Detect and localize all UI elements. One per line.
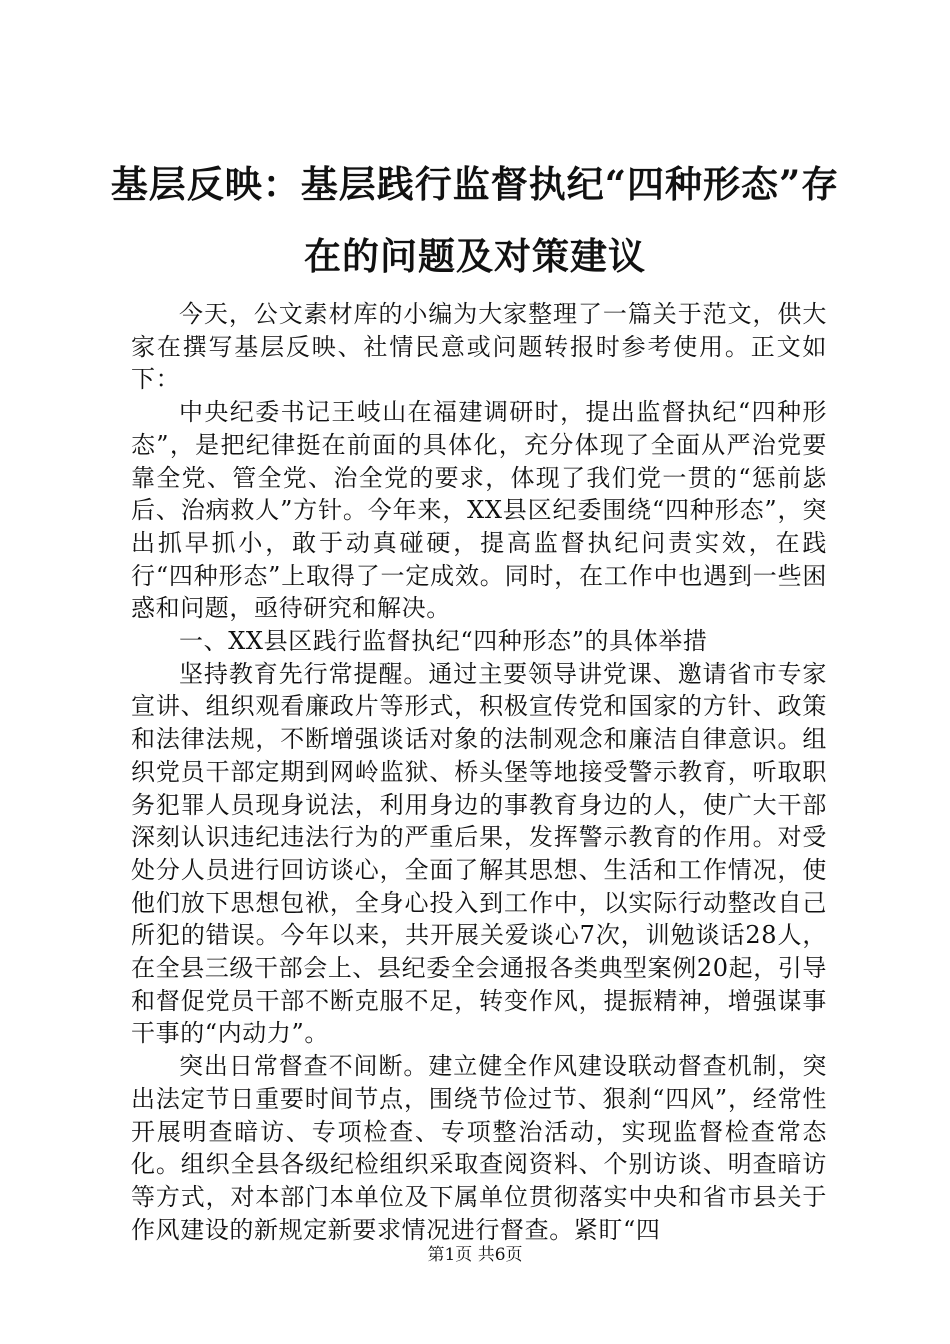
title-line-2: 在的问题及对策建议	[304, 234, 646, 278]
section-heading: 一、XX县区践行监督执纪“四种形态”的具体举措	[179, 627, 708, 656]
paragraph-background: 中央纪委书记王岐山在福建调研时，提出监督执纪“四种形态”，是把纪律挺在前面的具体化，充分体现了全面从严治党要靠全党、管全党、治全党的要求，体现了我们党一贯的“惩前毖后、治病救人”方针。今年来，XX县区纪委围绕“四种形态”，突出抓早抓小，敢于动真碰硬，提高监督执纪问责实效，在践行“四种形态”上取得了一定成效。同时，在工作中也遇到一些困惑和问题，亟待研究和解决。	[131, 398, 827, 623]
paragraph-education: 坚持教育先行常提醒。通过主要领导讲党课、邀请省市专家宣讲、组织观看廉政片等形式，积极宣传党和国家的方针、政策和法律法规，不断增强谈话对象的法制观念和廉洁自律意识。组织党员干部定期到网岭监狱、桥头堡等地接受警示教育，听取职务犯罪人员现身说法，利用身边的事教育身边的人，使广大干部深刻认识违纪违法行为的严重后果，发挥警示教育的作用。对受处分人员进行回访谈心，全面了解其思想、生活和工作情况，使他们放下思想包袱，全身心投入到工作中，以实际行动整改自己所犯的错误。今年以来，共开展关爱谈心7次，训勉谈话28人，在全县三级干部会上、县纪委全会通报各类典型案例20起，引导和督促党员干部不断克服不足，转变作风，提振精神，增强谋事干事的“内动力”。	[131, 659, 827, 1048]
paragraph-intro: 今天，公文素材库的小编为大家整理了一篇关于范文，供大家在撰写基层反映、社情民意或问题转报时参考使用。正文如下：	[131, 300, 827, 394]
document-title	[110, 148, 840, 292]
paragraph-supervision: 突出日常督查不间断。建立健全作风建设联动督查机制，突出法定节日重要时间节点，围绕节俭过节、狠刹“四风”，经常性开展明查暗访、专项检查、专项整治活动，实现监督检查常态化。组织全县各级纪检组织采取查阅资料、个别访谈、明查暗访等方式，对本部门本单位及下属单位贯彻落实中央和省市县关于作风建设的新规定新要求情况进行督查。紧盯“四	[131, 1052, 827, 1244]
title-line-1: 基层反映：基层践行监督执纪“四种形态”存	[110, 162, 840, 206]
document-body	[131, 298, 827, 1246]
page-footer: 第1页 共6页	[427, 1245, 523, 1265]
